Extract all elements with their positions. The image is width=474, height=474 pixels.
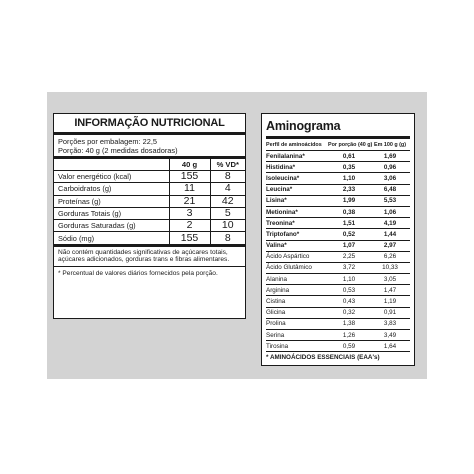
nutrition-rows	[54, 170, 245, 244]
amino-per-serving: 0,43	[328, 296, 370, 307]
amino-per-serving: 2,33	[328, 184, 370, 195]
amino-name: Triptofano*	[266, 229, 328, 240]
amino-row	[266, 229, 410, 240]
amino-name: Tirosina	[266, 341, 328, 352]
amino-per-100g: 4,19	[370, 218, 410, 229]
amino-name: Metionina*	[266, 206, 328, 217]
amino-name: Lisina*	[266, 195, 328, 206]
amino-per-100g: 6,48	[370, 184, 410, 195]
amino-row	[266, 218, 410, 229]
nutrition-row	[54, 220, 245, 232]
nutrient-dv: 8	[210, 232, 245, 244]
amino-per-serving: 1,99	[328, 195, 370, 206]
amino-per-serving: 0,59	[328, 341, 370, 352]
nutrient-amount: 155	[169, 232, 210, 244]
amino-name: Ácido Aspártico	[266, 251, 328, 262]
amino-per-serving: 0,38	[328, 206, 370, 217]
nutrition-title: INFORMAÇÃO NUTRICIONAL	[54, 114, 245, 135]
nutrient-amount: 11	[169, 183, 210, 195]
amino-per-serving: 1,38	[328, 318, 370, 329]
amino-row	[266, 195, 410, 206]
amino-name: Valina*	[266, 240, 328, 251]
nutrient-dv: 42	[210, 195, 245, 207]
amino-per-serving: 0,32	[328, 307, 370, 318]
amino-name: Leucina*	[266, 184, 328, 195]
amino-name: Alanina	[266, 274, 328, 285]
amino-row	[266, 206, 410, 217]
amino-per-100g: 5,53	[370, 195, 410, 206]
amino-per-serving: 0,61	[328, 151, 370, 162]
nutrient-amount: 3	[169, 207, 210, 219]
servings-per-package: Porções por embalagem: 22,5	[58, 137, 158, 146]
amino-per-serving: 1,07	[328, 240, 370, 251]
serving-size: Porção: 40 g (2 medidas dosadoras)	[58, 146, 178, 155]
aminogram-header-row	[266, 139, 410, 151]
amino-per-100g: 2,97	[370, 240, 410, 251]
amino-per-100g: 3,83	[370, 318, 410, 329]
nutrient-amount: 155	[169, 171, 210, 183]
amino-row	[266, 262, 410, 273]
amino-per-serving: 2,25	[328, 251, 370, 262]
nutrient-label: Gorduras Totais (g)	[54, 207, 169, 219]
amino-name: Fenilalanina*	[266, 151, 328, 162]
amino-per-serving: 1,10	[328, 274, 370, 285]
amino-per-100g: 3,49	[370, 330, 410, 341]
amino-name: Ácido Glutâmico	[266, 262, 328, 273]
amino-name: Treonina*	[266, 218, 328, 229]
amino-row	[266, 184, 410, 195]
nutrient-label: Proteínas (g)	[54, 195, 169, 207]
nutrient-dv: 10	[210, 220, 245, 232]
nutrition-grid	[54, 156, 245, 170]
nutrition-facts-table	[53, 113, 246, 319]
amino-per-100g: 3,05	[370, 274, 410, 285]
amino-name: Cistina	[266, 296, 328, 307]
serving-info	[54, 135, 245, 156]
amino-name: Prolina	[266, 318, 328, 329]
header-dv: % VD*	[210, 158, 245, 171]
nutrition-row	[54, 207, 245, 219]
header-per-serving: Por porção (40 g)	[328, 139, 370, 151]
nutrient-dv: 4	[210, 183, 245, 195]
amino-name: Arginina	[266, 285, 328, 296]
amino-per-100g: 0,91	[370, 307, 410, 318]
amino-per-100g: 1,06	[370, 206, 410, 217]
amino-name: Isoleucina*	[266, 173, 328, 184]
nutrition-header-blank	[54, 158, 169, 171]
nutrient-label: Valor energético (kcal)	[54, 171, 169, 183]
nutrition-row	[54, 232, 245, 244]
header-per-100g: Em 100 g (g)	[370, 139, 410, 151]
nutrient-label: Sódio (mg)	[54, 232, 169, 244]
amino-row	[266, 341, 410, 352]
amino-per-serving: 1,51	[328, 218, 370, 229]
amino-row	[266, 296, 410, 307]
amino-per-100g: 1,44	[370, 229, 410, 240]
amino-row	[266, 251, 410, 262]
amino-row	[266, 285, 410, 296]
amino-per-100g: 1,19	[370, 296, 410, 307]
nutrition-row	[54, 183, 245, 195]
aminogram-grid	[266, 139, 410, 352]
amino-name: Glicina	[266, 307, 328, 318]
amino-row	[266, 318, 410, 329]
amino-name: Serina	[266, 330, 328, 341]
amino-per-serving: 1,10	[328, 173, 370, 184]
amino-row	[266, 151, 410, 162]
amino-per-100g: 6,26	[370, 251, 410, 262]
amino-row	[266, 274, 410, 285]
aminogram-footnote: * AMINOÁCIDOS ESSENCIAIS (EAA's)	[266, 354, 380, 362]
note-insignificant: Não contém quantidades significativas de açúcares totais, açúcares adicionados, gorduras trans e fibras alimentares.	[54, 244, 245, 266]
amino-per-serving: 3,72	[328, 262, 370, 273]
amino-per-100g: 0,96	[370, 162, 410, 173]
nutrient-label: Carboidratos (g)	[54, 183, 169, 195]
nutrition-header-row	[54, 158, 245, 171]
amino-row	[266, 173, 410, 184]
amino-per-100g: 10,33	[370, 262, 410, 273]
amino-name: Histidina*	[266, 162, 328, 173]
nutrition-row	[54, 171, 245, 183]
amino-row	[266, 307, 410, 318]
amino-row	[266, 240, 410, 251]
amino-per-100g: 1,69	[370, 151, 410, 162]
amino-per-serving: 1,26	[328, 330, 370, 341]
aminogram-table	[261, 113, 415, 366]
nutrient-dv: 8	[210, 171, 245, 183]
amino-row	[266, 162, 410, 173]
amino-per-100g: 1,64	[370, 341, 410, 352]
amino-per-100g: 1,47	[370, 285, 410, 296]
amino-per-serving: 0,52	[328, 229, 370, 240]
nutrient-dv: 5	[210, 207, 245, 219]
amino-per-serving: 0,53	[328, 285, 370, 296]
note-daily-values: * Percentual de valores diários fornecidos pela porção.	[54, 266, 245, 280]
aminogram-title: Aminograma	[266, 114, 410, 139]
nutrient-amount: 2	[169, 220, 210, 232]
header-profile: Perfil de aminoácidos	[266, 139, 328, 151]
nutrient-label: Gorduras Saturadas (g)	[54, 220, 169, 232]
amino-per-serving: 0,35	[328, 162, 370, 173]
header-amount: 40 g	[169, 158, 210, 171]
amino-row	[266, 330, 410, 341]
amino-per-100g: 3,06	[370, 173, 410, 184]
nutrient-amount: 21	[169, 195, 210, 207]
nutrition-row	[54, 195, 245, 207]
